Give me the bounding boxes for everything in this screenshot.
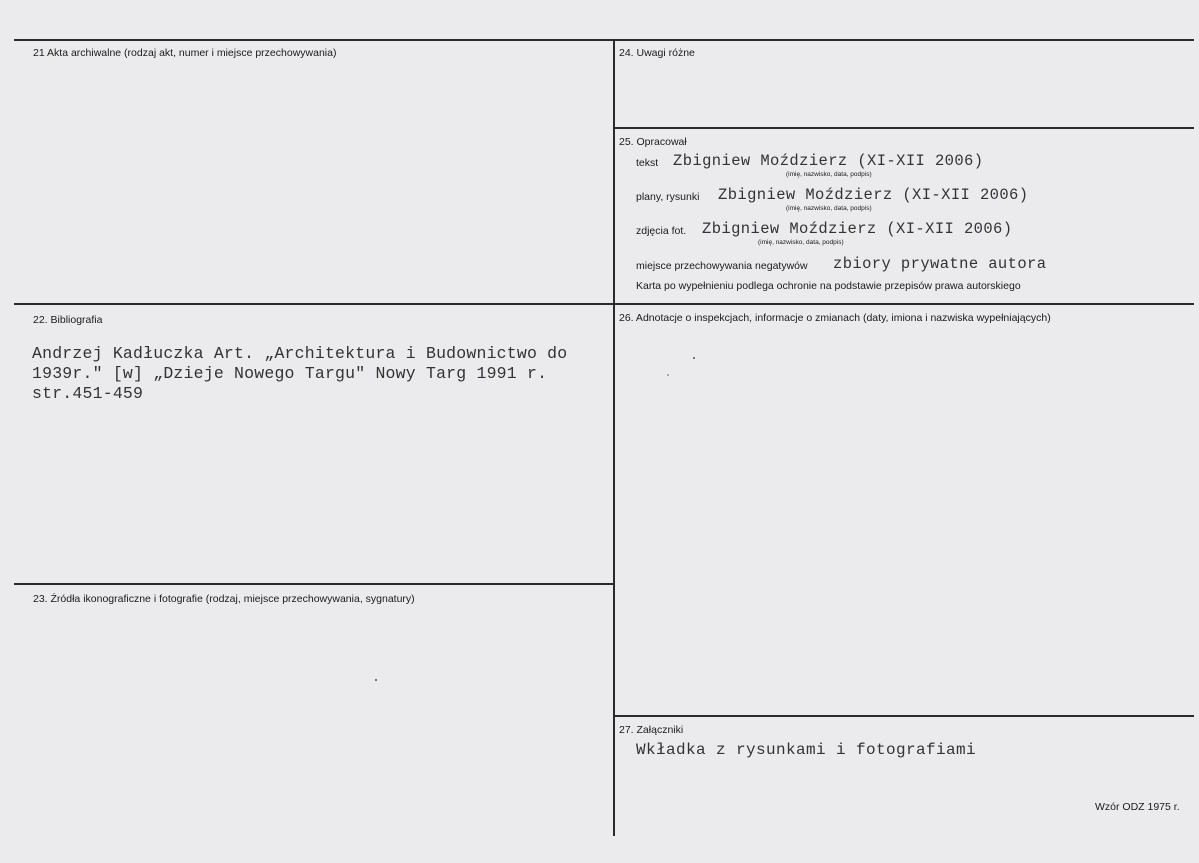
zdjecia-label: zdjęcia fot.	[636, 225, 687, 237]
section-24-label: 24. Uwagi różne	[619, 47, 695, 59]
zdjecia-value: Zbigniew Moździerz (XI-XII 2006)	[702, 220, 1013, 238]
zdjecia-caption: (imię, nazwisko, data, podpis)	[758, 239, 844, 246]
bibliography-line: str.451-459	[32, 384, 144, 403]
paper-speck	[693, 357, 695, 359]
paper-speck	[375, 679, 377, 681]
bibliography-line: 1939r." [w] „Dzieje Nowego Targu" Nowy Targ 1991 r.	[32, 364, 548, 383]
plany-value: Zbigniew Moździerz (XI-XII 2006)	[718, 186, 1029, 204]
rule-24-25	[613, 127, 1194, 129]
negatywy-value: zbiory prywatne autora	[833, 255, 1047, 273]
bibliography-entry	[32, 344, 612, 404]
section-26-label: 26. Adnotacje o inspekcjach, informacje o zmianach (daty, imiona i nazwiska wypełniających)	[619, 312, 1051, 324]
top-rule	[14, 39, 1194, 41]
section-23-label: 23. Źródła ikonograficzne i fotografie (rodzaj, miejsce przechowywania, sygnatury)	[33, 593, 415, 605]
copyright-note: Karta po wypełnieniu podlega ochronie na podstawie przepisów prawa autorskiego	[636, 280, 1021, 292]
rule-22-23	[14, 583, 614, 585]
rule-26-27	[613, 715, 1194, 717]
plany-caption: (imię, nazwisko, data, podpis)	[786, 205, 872, 212]
plany-label: plany, rysunki	[636, 191, 700, 203]
tekst-label: tekst	[636, 157, 659, 169]
form-model-label: Wzór ODZ 1975 r.	[1095, 801, 1180, 813]
paper-speck	[667, 374, 669, 376]
section-22-label: 22. Bibliografia	[33, 314, 103, 326]
rule-row2	[14, 303, 1194, 305]
bibliography-line: Andrzej Kadłuczka Art. „Architektura i Budownictwo do	[32, 344, 568, 363]
negatywy-label: miejsce przechowywania negatywów	[636, 260, 808, 272]
section-27-label: 27. Załączniki	[619, 724, 684, 736]
section-21-label: 21 Akta archiwalne (rodzaj akt, numer i miejsce przechowywania)	[33, 47, 337, 59]
attachments-value: Wkładka z rysunkami i fotografiami	[636, 741, 977, 759]
section-25-label: 25. Opracował	[619, 136, 687, 148]
tekst-value: Zbigniew Moździerz (XI-XII 2006)	[673, 152, 984, 170]
tekst-caption: (imię, nazwisko, data, podpis)	[786, 171, 872, 178]
